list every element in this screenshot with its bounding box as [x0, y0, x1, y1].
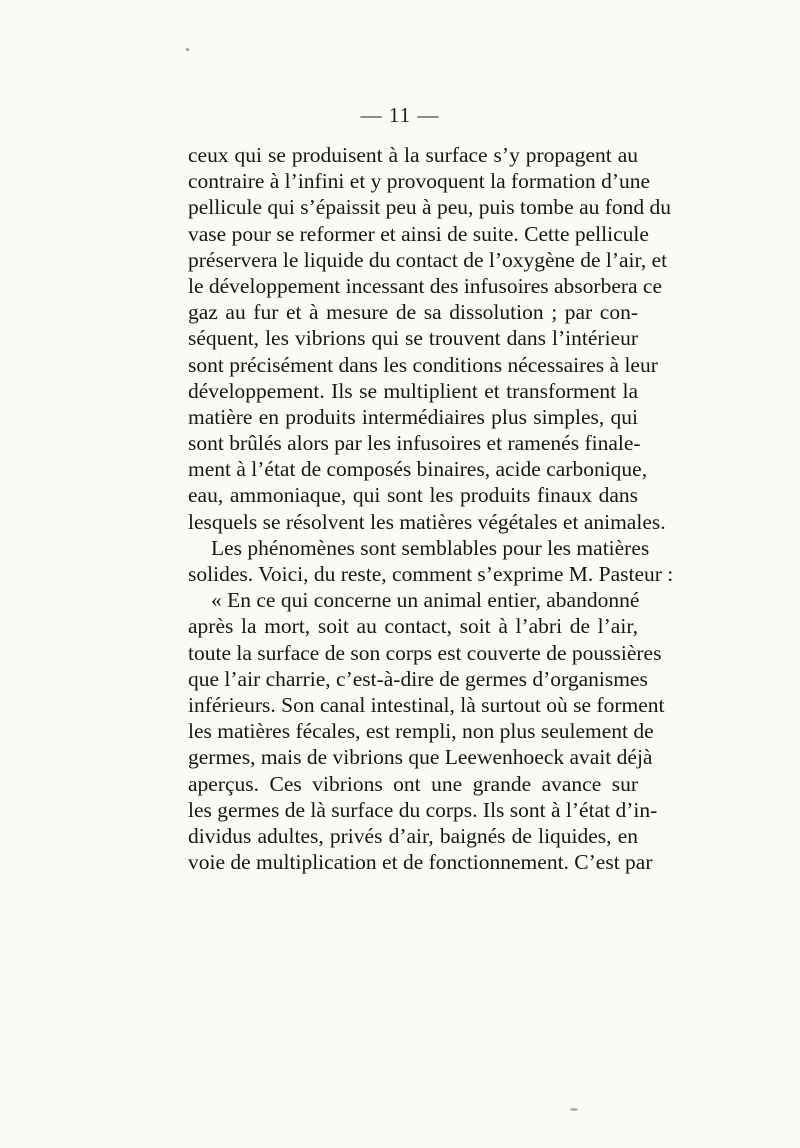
- text-line: que l’air charrie, c’est-à-dire de germes d’organismes: [188, 666, 648, 691]
- text-line: ceux qui se produisent à la surface s’y propagent au: [188, 143, 638, 167]
- text-line: voie de multiplication et de fonctionnement. C’est par: [188, 850, 653, 875]
- text-line: pellicule qui s’épaissit peu à peu, puis tombe au fond du: [188, 195, 672, 220]
- text-line: eau, ammoniaque, qui sont les produits finaux dans: [188, 483, 638, 508]
- text-line: sont brûlés alors par les infusoires et ramenés finale-: [188, 431, 641, 456]
- text-line: ment à l’état de composés binaires, acide carbonique,: [188, 457, 648, 482]
- paragraph-end-line: lesquels se résolvent les matières végétales et animales.: [188, 509, 666, 534]
- text-line: le développement incessant des infusoires absorbera ce: [188, 273, 663, 298]
- text-line: gaz au fur et à mesure de sa dissolution ; par con-: [188, 300, 638, 325]
- text-line: aperçus. Ces vibrions ont une grande avance sur: [188, 771, 638, 796]
- text-line: contraire à l’infini et y provoquent la formation d’une: [188, 169, 651, 194]
- text-line: dividus adultes, privés d’air, baignés de liquides, en: [188, 823, 638, 848]
- paper-speck: [570, 1108, 578, 1111]
- text-line: inférieurs. Son canal intestinal, là surtout où se forment: [188, 692, 665, 717]
- text-line: vase pour se reformer et ainsi de suite. Cette pellicule: [188, 221, 649, 246]
- text-line: développement. Ils se multiplient et transforment la: [188, 378, 638, 403]
- text-line: préservera le liquide du contact de l’oxygène de l’air, et: [188, 247, 668, 272]
- text-line: matière en produits intermédiaires plus simples, qui: [188, 404, 638, 429]
- paragraph-start-line: Les phénomènes sont semblables pour les matières: [211, 535, 650, 560]
- text-line: les matières fécales, est rempli, non plus seulement de: [188, 719, 654, 744]
- text-line: sont précisément dans les conditions nécessaires à leur: [188, 352, 658, 377]
- paragraph-end-line: solides. Voici, du reste, comment s’exprime M. Pasteur :: [188, 562, 674, 586]
- text-line: après la mort, soit au contact, soit à l’abri de l’air,: [188, 614, 638, 639]
- text-line: les germes de là surface du corps. Ils sont à l’état d’in-: [188, 797, 658, 822]
- quote-start-line: « En ce qui concerne un animal entier, abandonné: [211, 588, 640, 613]
- text-line: toute la surface de son corps est couverte de poussières: [188, 640, 662, 665]
- page-number: — 11 —: [360, 103, 440, 127]
- text-line: séquent, les vibrions qui se trouvent dans l’intérieur: [188, 326, 638, 351]
- paper-speck: [186, 48, 189, 51]
- body-text: [188, 142, 674, 875]
- text-line: germes, mais de vibrions que Leewenhoeck avait déjà: [188, 745, 653, 770]
